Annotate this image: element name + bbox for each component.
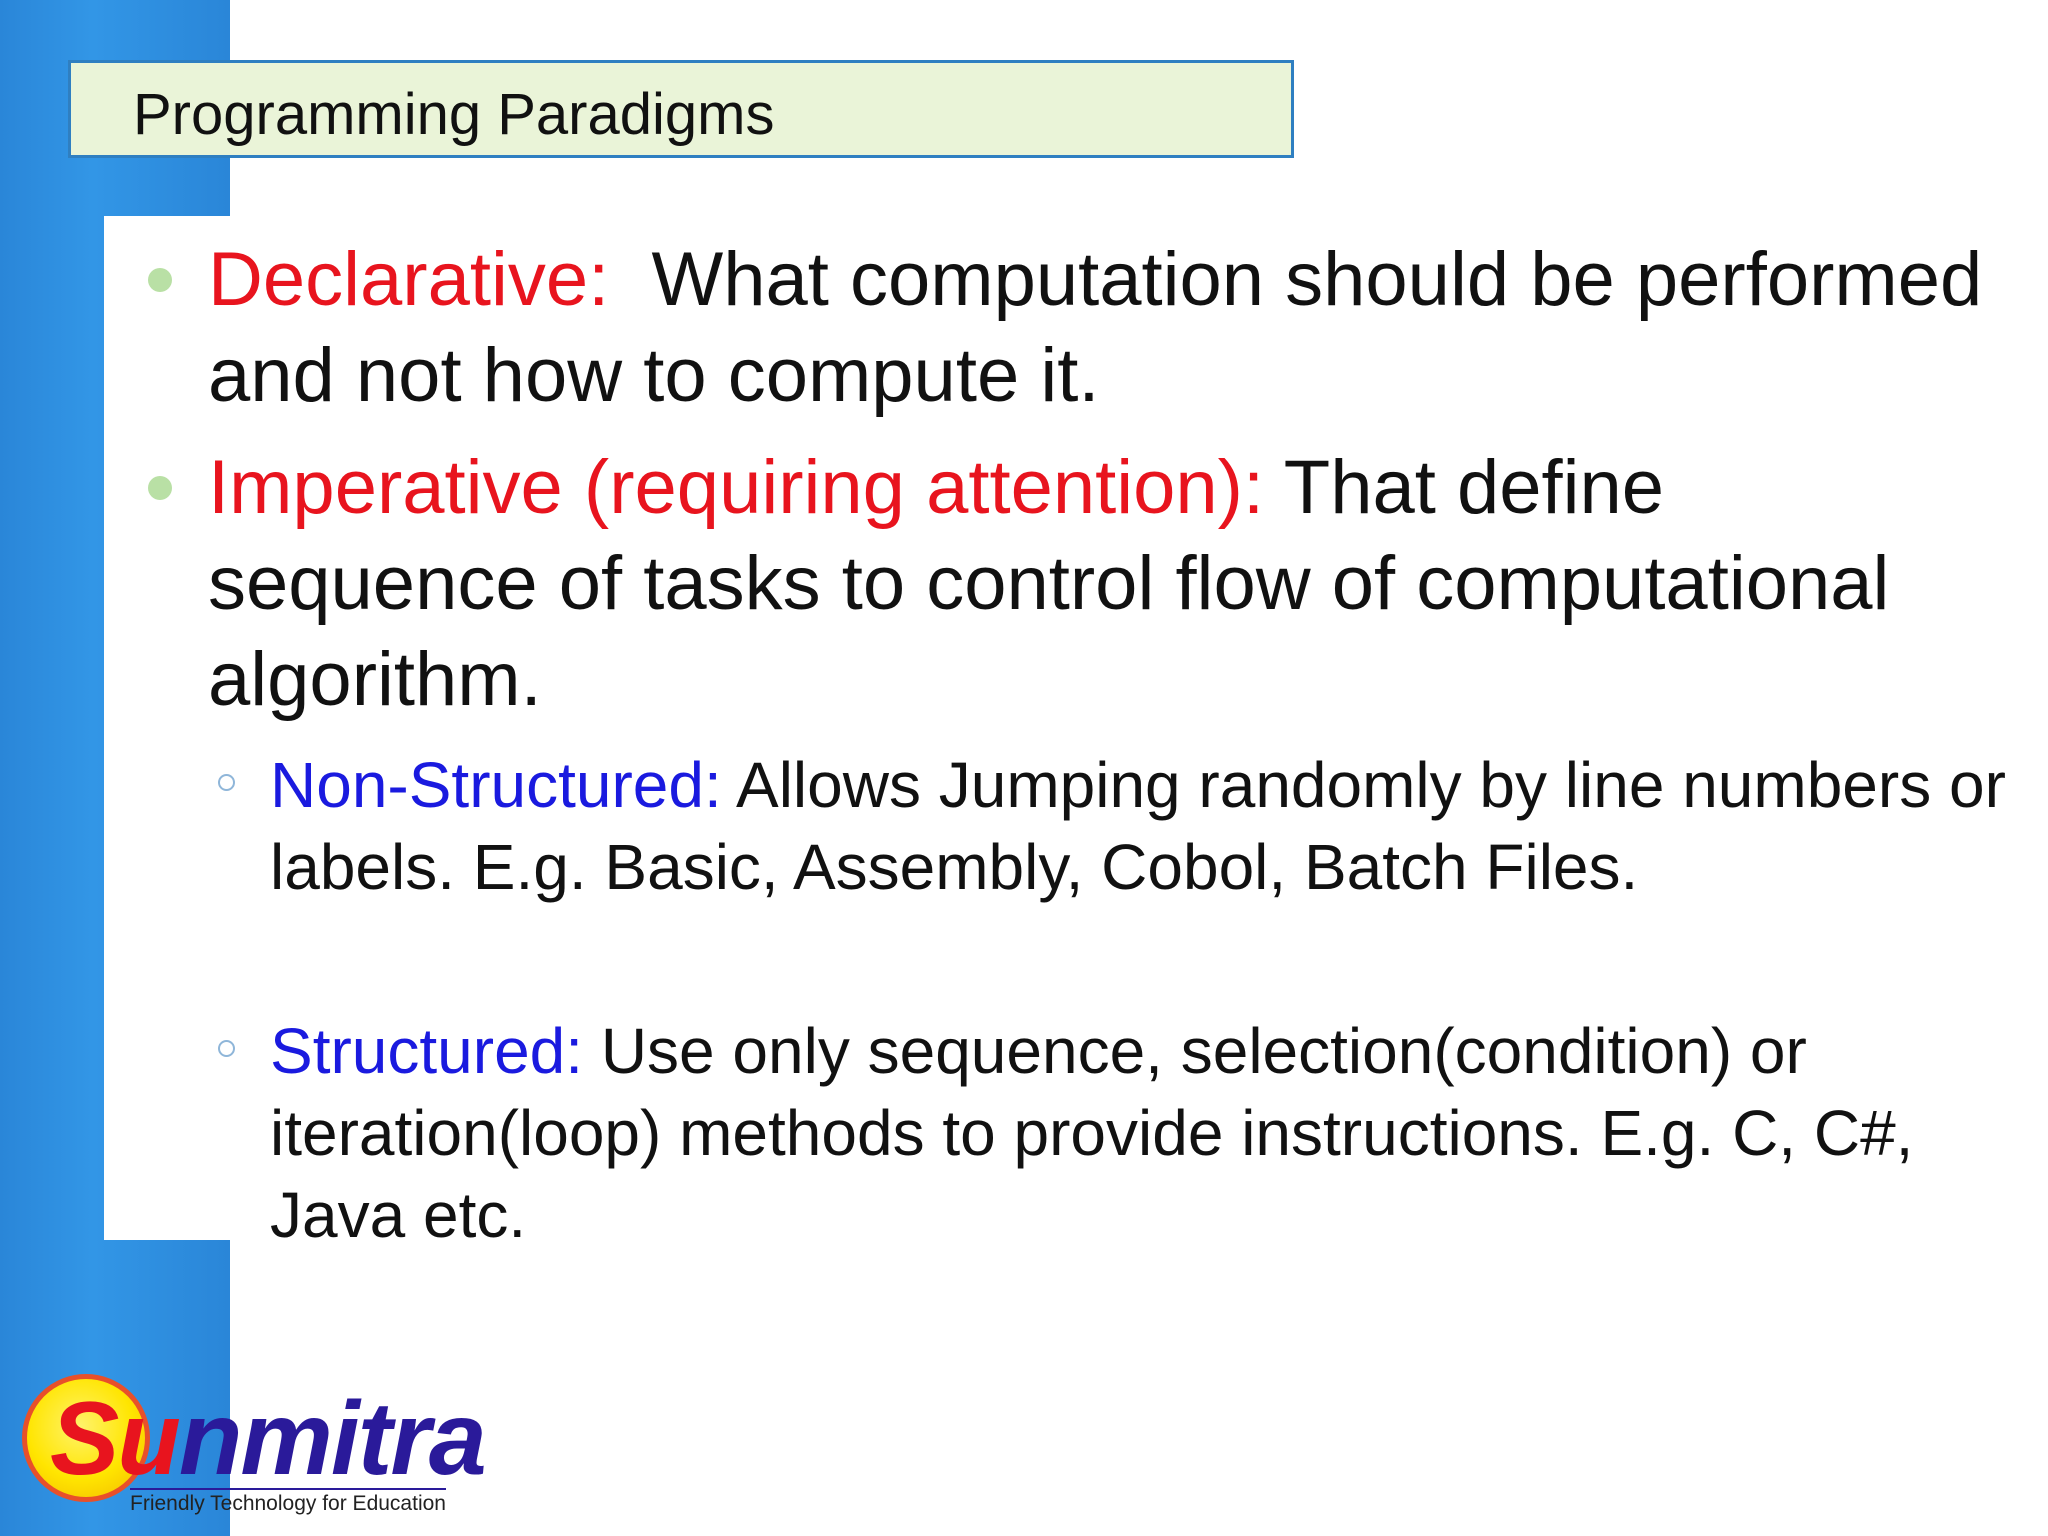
sub-bullet-term: Non-Structured: [270, 749, 722, 821]
sub-bullet-ring-icon [218, 1040, 235, 1057]
sunmitra-logo [22, 1374, 485, 1524]
sub-bullet-term: Structured: [270, 1015, 584, 1087]
logo-tagline: Friendly Technology for Education [130, 1488, 446, 1516]
bullet-text: What computation should be performed and not how to compute it. [208, 237, 2004, 418]
sub-bullet-text: Allows Jumping randomly by line numbers or labels. E.g. Basic, Assembly, Cobol, Batch Files. [270, 749, 2006, 903]
bullet-declarative [208, 232, 2008, 424]
sub-bullet-structured [270, 1010, 2010, 1256]
bullet-text: That define sequence of tasks to control flow of computational algorithm. [208, 445, 1890, 722]
sub-bullet-ring-icon [218, 774, 235, 791]
bullet-imperative [208, 440, 2008, 728]
bullet-term: Declarative: [208, 237, 610, 322]
sub-bullet-non-structured [270, 744, 2010, 908]
sub-bullet-text: Use only sequence, selection(condition) or iteration(loop) methods to provide instructions. E.g. C, C#, Java etc. [270, 1015, 1914, 1251]
logo-wordmark: Sunmitra [50, 1381, 485, 1497]
bullet-term: Imperative (requiring attention): [208, 445, 1265, 530]
bullet-dot-icon [148, 476, 172, 500]
bullet-dot-icon [148, 268, 172, 292]
slide-title: Programming Paradigms [133, 82, 775, 147]
